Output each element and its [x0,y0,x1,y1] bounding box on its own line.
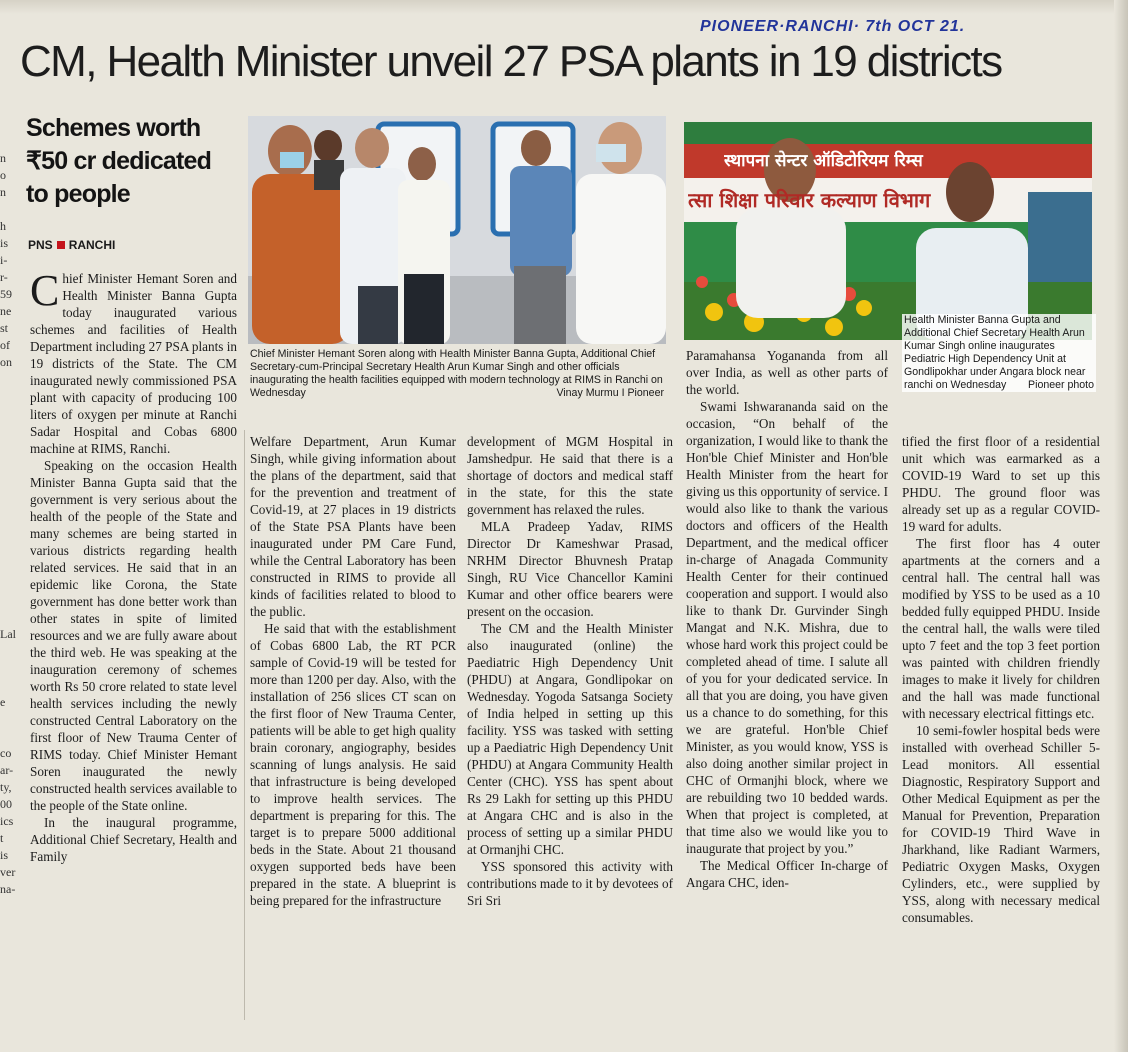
paragraph: He said that with the establishment of Cobas 6800 Lab, the RT PCR sample of Covid-19 will be tested for more than 1200 per day. Also, with the installation of 256 slices CT scan on the first floor of New Trauma Center, patients will be able to get high quality brain coronary, angiography, besides scanning of lungs analysis. He said that infrastructure is being developed to improve health services. The department is preparing for this. The target is to prepare 5000 additional beds in the State. About 21 thousand oxygen supported beds have been prepared in the state. A blueprint is being prepared for the infrastructure [250,621,456,908]
paragraph: tified the first floor of a residential unit which was earmarked as a COVID-19 Ward to set up this PHDU. The ground floor was already set up as a regular COVID-19 ward for adults. [902,434,1100,534]
subheadline-line: to people [26,180,130,208]
clipped-text-fragment [0,507,14,524]
place: RANCHI [68,238,116,252]
banner-hindi-line2: त्सा शिक्षा परिवार कल्याण विभाग [688,188,931,212]
clipped-text-fragment [0,592,14,609]
dateline [28,238,115,252]
article-column-3 [467,433,673,909]
clipped-text-fragment: r- [0,270,8,284]
photo2-caption-text: Health Minister Banna Gupta and Additional Chief Secretary Health Arun Kumar Singh online inaugurates Pediatric High Dependency Unit at Gondlipokhar under Angara block near ranchi on Wednesday [904,314,1086,391]
clipped-text-fragment: st [0,321,9,335]
clipped-text-fragment [0,575,14,592]
clipped-text-fragment: 59 [0,287,12,301]
subheadline-line: ₹50 cr dedicated [26,147,212,175]
paragraph: In the inaugural programme, Additional Chief Secretary, Health and Family [30,815,237,864]
clipped-text-fragment: of [0,338,10,352]
clipped-text-fragment: n [0,185,6,199]
clipped-text-fragment: o [0,168,6,182]
subheadline [26,112,241,211]
lead-paragraph-text: hief Minister Hemant Soren and Health Minister Banna Gupta today inaugurated various schemes and facilities of Health Department including 27 PSA plants in 19 districts of the State. The CM inaugurated newly commissioned PSA plant with capacity of producing 100 liters of oxygen per minute at Ranchi Sadar Hospital and Cobas 6800 machine at RIMS, Ranchi. [30,271,237,456]
photo-rims-inauguration-image [248,116,666,344]
article-column-2 [250,433,456,909]
banner-hindi-line1: स्थापना सेन्टर ऑडिटोरियम रिम्स [724,151,923,171]
article-column-4 [686,347,888,891]
clipped-text-fragment: ty, [0,780,12,794]
article-column-5 [902,433,1100,926]
clipped-text-fragment: i- [0,253,8,267]
photo1-caption-text: Chief Minister Hemant Soren along with Health Minister Banna Gupta, Additional Chief Secretary-cum-Principal Secretary Health Arun Kumar Singh and other officials inaugurating the health facilities equipped with modern technology at RIMS in Ranchi on Wednesday [250,348,663,399]
clipped-text-fragment: 00 [0,797,12,811]
handwritten-annotation: PIONEER·RANCHI· 7th OCT 21. [700,18,966,35]
previous-article-fragments [0,150,14,1010]
photo2-credit: Pioneer photo [1028,379,1094,391]
article-column-1 [30,266,237,865]
clipped-text-fragment [0,405,14,422]
clipped-text-fragment [0,490,14,507]
drop-cap: C [30,266,60,315]
clipped-text-fragment [0,388,14,405]
clipped-text-fragment: Lal [0,627,16,641]
headline: CM, Health Minister unveil 27 PSA plants in 19 districts [20,37,1002,86]
paragraph: Paramahansa Yogananda from all over India, as well as other parts of the world. [686,348,888,397]
clipped-text-fragment: ver [0,865,16,879]
clipped-text-fragment: ne [0,304,12,318]
paper-edge-right [1114,0,1128,1052]
photo-rims-inauguration [248,116,666,344]
paragraph: 10 semi-fowler hospital beds were installed with overhead Schiller 5-Lead monitors. All essential Diagnostic, Respiratory Support and Other Medical Equipment as per the Manual for Prevention, Preparation for COVID-19 Third Wave in Jharkhand, like Radiant Warmers, Pediatric Oxygen Masks, Oxygen Cylinders, etc., were supplied by YSS, along with necessary medical consumables. [902,723,1100,925]
clipped-text-fragment [0,524,14,541]
clipped-text-fragment: n [0,151,6,165]
clipped-text-fragment: h [0,219,6,233]
clipped-text-fragment [0,643,14,660]
photo1-credit: Vinay Murmu I Pioneer [556,387,664,399]
clipped-text-fragment: e [0,695,6,709]
subheadline-line: Schemes worth [26,114,201,142]
clipped-text-fragment: t is [0,831,9,862]
agency: PNS [28,238,53,252]
clipped-text-fragment [0,711,14,728]
clipped-text-fragment: is [0,236,9,250]
photo1-caption [250,348,664,400]
clipped-text-fragment [0,728,14,745]
clipped-text-fragment: on [0,355,12,369]
clipped-text-fragment [0,473,14,490]
paragraph: The CM and the Health Minister also inaugurated (online) the Paediatric High Dependency Unit (PHDU) at Angara, Gondlipokar on Wednesday. Yogoda Satsanga Society of India helped in setting up this facility. YSS was tasked with setting up a Paediatric High Dependency Unit (PHDU) at Angara Community Health Center (CHC). YSS has spent about Rs 29 Lakh for setting up this PHDU at Angara CHC and is also in the process of setting up a similar PHDU at Ormanjhi CHC. [467,621,673,857]
paragraph: Welfare Department, Arun Kumar Singh, while giving information about the plans of the department, said that for the prevention and treatment of Covid-19, at 27 places in 19 districts of the State PSA Plants have been inaugurated under PM Care Fund, while the Central Laboratory has been constructed in RIMS to provide all kinds of facilities related to blood to the public. [250,434,456,619]
clipped-text-fragment: na- [0,882,16,896]
photo2-caption [902,314,1096,392]
paragraph: MLA Pradeep Yadav, RIMS Director Dr Kameshwar Prasad, NRHM Director Bhuvnesh Pratap Singh, RU Vice Chancellor Kamini Kumar and other office bearers were present on the occasion. [467,519,673,619]
clipped-text-fragment [0,439,14,456]
column-rule [244,430,245,1020]
paragraph: development of MGM Hospital in Jamshedpur. He said that there is a shortage of doctors and medical staff in the state, for this the state government has relaxed the rules. [467,434,673,517]
paragraph: YSS sponsored this activity with contributions made to it by devotees of Sri Sri [467,859,673,908]
photo-phdu-online-inauguration [684,122,1092,340]
paragraph: The first floor has 4 outer apartments at the corners and a central hall. The central hall was modified by YSS to be used as a 10 bedded fully equipped PHDU. Inside the central hall, the walls were tiled upto 7 feet and the top 3 feet portion was painted with children friendly images to make it lively for children and the hall was made functional with necessary electrical fittings etc. [902,536,1100,721]
clipped-text-fragment [0,201,14,218]
clipped-text-fragment: ics [0,814,14,828]
clipped-text-fragment [0,541,14,558]
paragraph: Swami Ishwarananda said on the occasion, “On behalf of the organization, I would like to thank the Hon'ble Chief Minister and Hon'ble Health Minister from the heart for giving us this opportunity of service. I would also like to thank the various doctors and officers of the Health Department, and the medical officer in-charge of Anagada Community Health Center for their continued cooperation and support. I would also like to thank Dr. Gurvinder Singh Mangat and N.K. Mishra, due to whose hard work this project could be completed ahead of time. I salute all of you for your dedicated service. In all that you are doing, you have given us a chance to do something, for this we are grateful. Hon'ble Chief Minister, as you would know, YSS is also doing another similar project in CHC of Ormanjhi block, where we are rebuilding two 10 bedded wards. When that project is completed, at that time also we would like you to inaugurate that project by you.” [686,399,888,856]
clipped-text-fragment [0,456,14,473]
paragraph: The Medical Officer In-charge of Angara CHC, iden- [686,858,888,890]
paragraph [30,266,237,457]
clipped-text-fragment: co [0,746,12,760]
clipped-text-fragment: ar- [0,763,14,777]
clipped-text-fragment [0,422,14,439]
clipped-text-fragment [0,558,14,575]
paper-shadow-top [0,0,1128,14]
clipped-text-fragment [0,609,14,626]
clipped-text-fragment [0,677,14,694]
paragraph: Speaking on the occasion Health Minister Banna Gupta said that the government is very serious about the health of the people of the State and many schemes are being started in various districts regarding health related services. He said that in an epidemic like Corona, the State government has done better work than other states in spite of limited resources and we are fully aware about the third web. He was speaking at the inauguration ceremony of schemes worth Rs 50 crore related to state level health services including the newly constructed Central Laboratory on the first floor of New Trauma Center of RIMS today. Chief Minister Hemant Soren inaugurated the newly constructed health services available to the people of the State online. [30,458,237,813]
red-square-icon [57,241,65,249]
clipped-text-fragment [0,371,14,388]
clipped-text-fragment [0,660,14,677]
